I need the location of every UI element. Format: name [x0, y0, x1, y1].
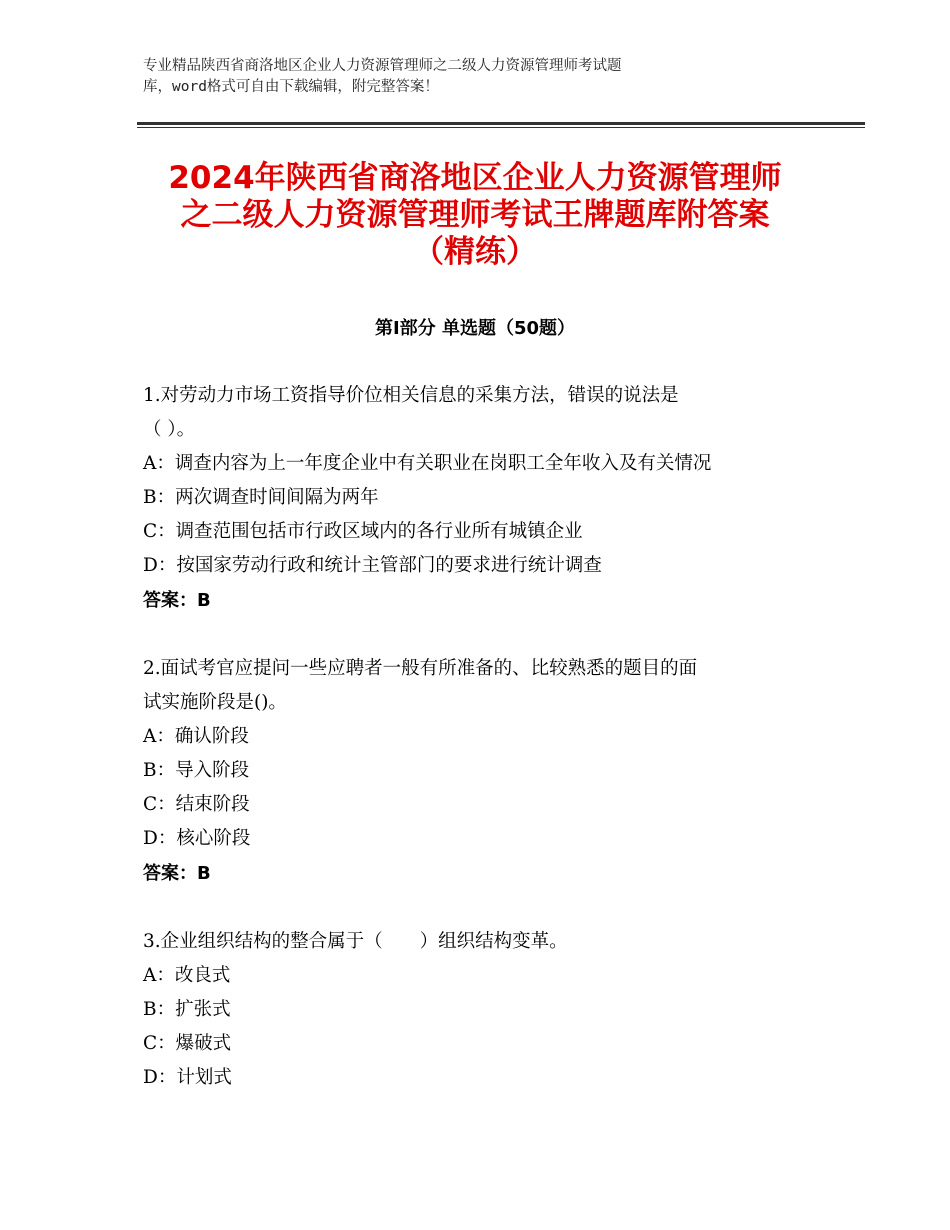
question-2-answer: 答案：B [143, 863, 211, 884]
question-1-stem-line-1: 1.对劳动力市场工资指导价位相关信息的采集方法，错误的说法是 [143, 385, 679, 406]
question-1-option-d: D：按国家劳动行政和统计主管部门的要求进行统计调查 [143, 555, 602, 576]
question-1-stem-line-2: （ ）。 [143, 419, 196, 440]
question-3-option-d: D：计划式 [143, 1067, 232, 1088]
question-3-stem-line-1: 3.企业组织结构的整合属于（ ）组织结构变革。 [143, 931, 568, 952]
question-2-stem-line-2: 试实施阶段是()。 [143, 692, 287, 713]
title-line-1: 2024年陕西省商洛地区企业人力资源管理师 [168, 160, 782, 196]
question-2-option-a: A：确认阶段 [143, 726, 249, 747]
header-note-line-1: 专业精品陕西省商洛地区企业人力资源管理师之二级人力资源管理师考试题 [143, 58, 622, 74]
question-1-option-a: A：调查内容为上一年度企业中有关职业在岗职工全年收入及有关情况 [143, 453, 712, 474]
question-1-option-b: B：两次调查时间间隔为两年 [143, 487, 379, 508]
question-2-option-b: B：导入阶段 [143, 760, 250, 781]
question-1-option-c: C：调查范围包括市行政区域内的各行业所有城镇企业 [143, 521, 583, 542]
section-heading: 第Ⅰ部分 单选题（50题） [374, 318, 575, 339]
header-rule-thin [137, 127, 865, 128]
question-1-answer: 答案：B [143, 590, 211, 611]
question-2-stem-line-1: 2.面试考官应提问一些应聘者一般有所准备的、比较熟悉的题目的面 [143, 658, 698, 679]
header-note [143, 56, 793, 98]
title-line-3: （精练） [413, 234, 537, 270]
question-2-option-c: C：结束阶段 [143, 794, 250, 815]
question-2-option-d: D：核心阶段 [143, 828, 251, 849]
header-note-line-2: 库，word格式可自由下载编辑，附完整答案！ [143, 79, 439, 95]
question-3-option-c: C：爆破式 [143, 1033, 232, 1054]
document-title [137, 160, 813, 271]
header-rule-thick [137, 122, 865, 125]
title-line-2: 之二级人力资源管理师考试王牌题库附答案 [180, 197, 770, 233]
question-3-option-a: A：改良式 [143, 965, 231, 986]
question-3-option-b: B：扩张式 [143, 999, 231, 1020]
